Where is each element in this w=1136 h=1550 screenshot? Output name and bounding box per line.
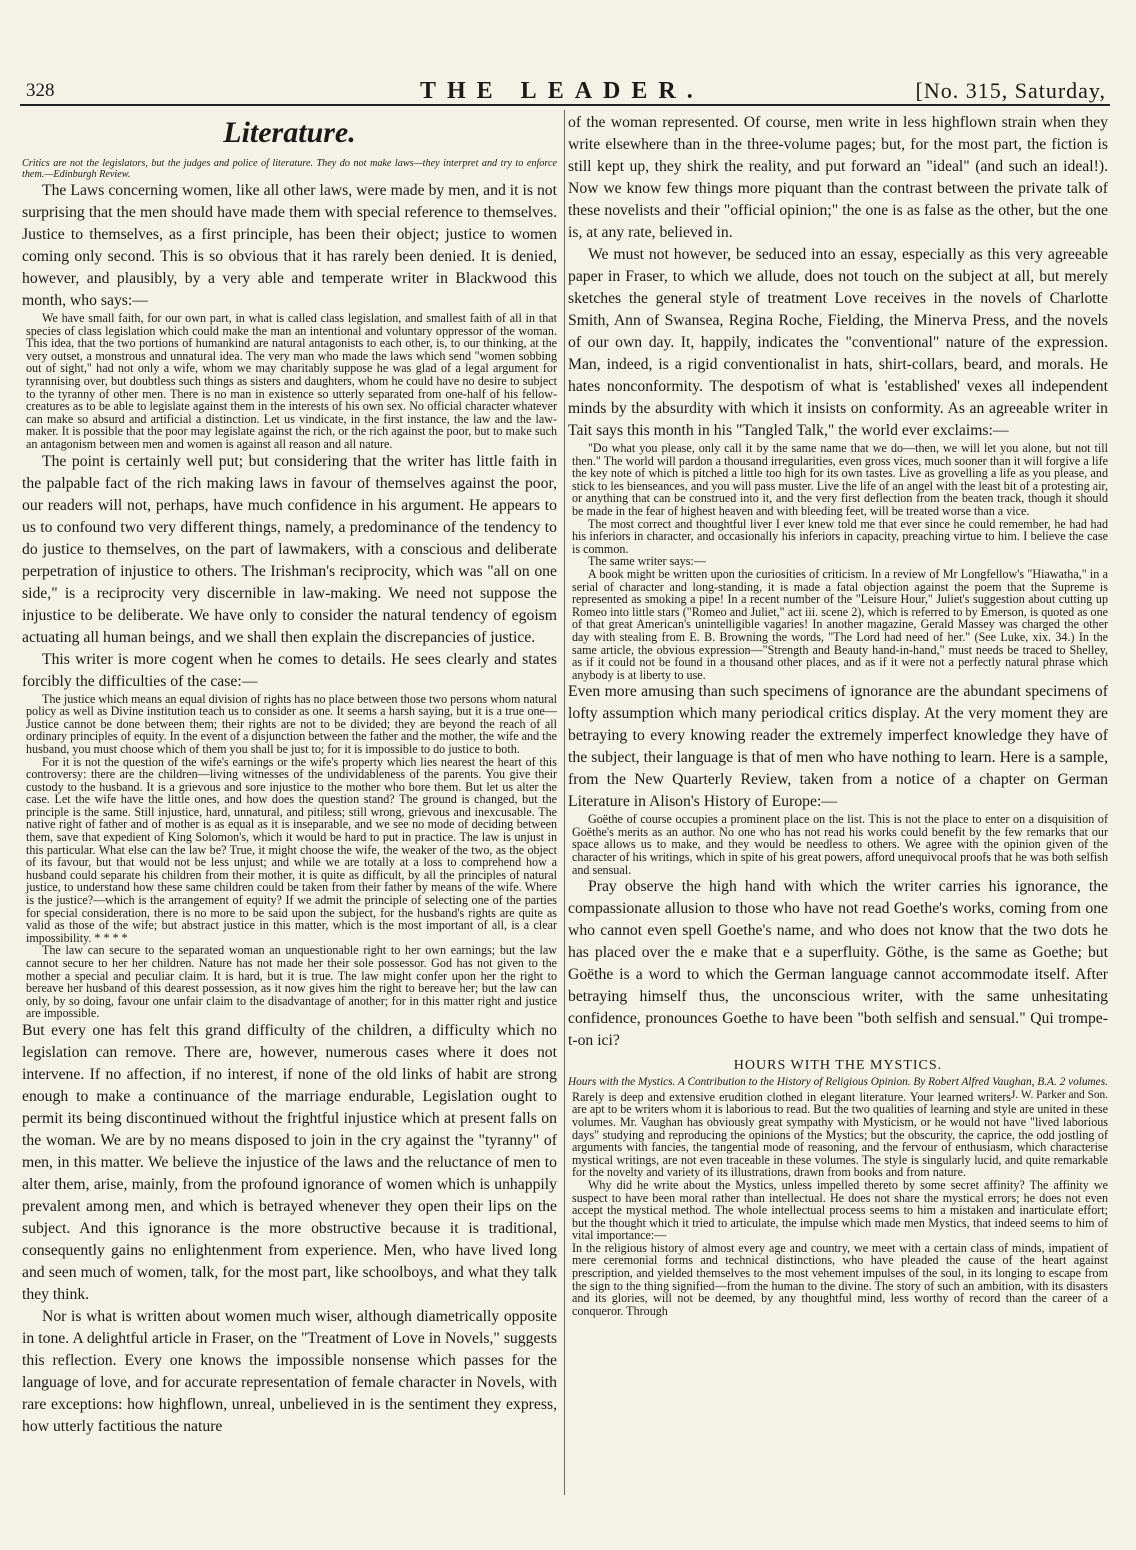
page-header [20, 78, 1106, 104]
paragraph: This writer is more cogent when he comes to details. He sees clearly and states forcibly the difficulties of the case:— [22, 650, 557, 690]
quotation: We have small faith, for our own part, in what is called class legislation, and smallest faith of all in that species of class legislation which could make the man an intentional and voluntary oppressor of the woman. This idea, that the two portions of humankind are natural antagonists to each other, is, to our thinking, at the very outset, a monstrous and unnatural idea. The very man who made the laws which send "women sobbing out of sight," had not only a wife, whom we may charitably suppose he was glad of a legal argument for tyrannising over, but doubtless such things as sisters and daughters, whom he could have no desire to subject to the tyranny of other men. There is no man in existence so utterly separated from one-half of his fellow-creatures as to be able to legislate against them in the interests of his own sex. No official character whatever can make so absurd and artificial a distinction. Let us vindicate, in the first instance, the law and the law-maker. It is possible that the poor may legislate against the rich, or the rich against the poor, but to make such an antagonism between men and women is against all reason and all nature. [26, 311, 557, 451]
paragraph: Pray observe the high hand with which the writer carries his ignorance, the compassionate allusion to those who have not read Goethe's works, coming from one who cannot even spell Goethe's name, and who does not know that the two dots he has placed over the e make that e a superfluity. Göthe, is the same as Goethe; but Goëthe is a word to which the German language cannot accommodate itself. After betraying himself thus, the unconscious writer, with the same unhesitating confidence, pronounces Goethe to have been "both selfish and sensual." Qui trompe-t-on ici? [568, 878, 1108, 1050]
quotation: The law can secure to the separated woman an unquestionable right to her own earnings; but the law cannot secure to her her children. Nature has not made her their sole possessor. God has not given to the mother a special and peculiar claim. It is hard, but it is true. The law might confer upon her the right to bereave her husband of this dearest possession, as it now gives him the right to bereave her; but the law can only, by so doing, favour one unfair claim to the disadvantage of another; for in this matter right and justice are impossible. [26, 943, 557, 1021]
paragraph: Even more amusing than such specimens of ignorance are the abundant specimens of lofty assumption which many periodical critics display. At the very moment they are betraying to every knowing reader the extremely imperfect knowledge they have of the subject, their language is that of men who have nothing to learn. Here is a sample, from the New Quarterly Review, taken from a notice of a chapter on German Literature in Alison's History of Europe:— [568, 683, 1108, 811]
paragraph: Rarely is deep and extensive erudition clothed in elegant literature. Your learned writers are apt to be writers whom it is laborious to read. But the two qualities of learning and style are united in these volumes. Mr. Vaughan has obviously great sympathy with Mysticism, or he would not have "lived laborious days" studying and reproducing the opinions of the Mystics; but the obscurity, the caprice, the odd jostling of arguments with fancies, the tangential mode of reasoning, and the fervour of enthusiasm, which characterise mystical writings, are not even traceable in these volumes. The style is singularly lucid, and quite remarkable for the novelty and variety of its illustrations, drawn from books and from nature. [572, 1089, 1108, 1180]
paragraph: But every one has felt this grand difficulty of the children, a difficulty which no legislation can remove. There are, however, numerous cases where it does not intervene. If no affection, if no interest, if none of the old links of habit are strong enough to make a continuance of the marriage endurable, Legislation ought to permit its being discontinued without the frightful injustice which at present falls on the woman. We are by no means disposed to join in the cry against the "tyranny" of men, in this matter. We believe the injustice of the laws and the reluctance of men to alter them, arise, mainly, from the profound ignorance of women which is unhappily prevalent among men, and which is betrayed whenever they open their lips on the subject. And this ignorance is the more obstructive because it is traditional, consequently gains no enlightenment from experience. Men, who have lived long and seen much of women, talk, for the most part, like schoolboys, and what they talk they think. [22, 1021, 557, 1303]
quotation: Goëthe of course occupies a prominent place on the list. This is not the place to enter on a disquisition of Goëthe's merits as an author. No one who has not read his works could benefit by the few remarks that our space allows us to make, and they would be needless to others. We agree with the opinion given of the character of his writings, which in spite of his great powers, afford unequivocal proofs that he was both selfish and sensual. [572, 812, 1108, 877]
book-citation [568, 1076, 1108, 1101]
book-publisher: J. W. Parker and Son. [1011, 1088, 1108, 1101]
quotation: A book might be written upon the curiosities of criticism. In a review of Mr Longfellow's "Hiawatha," in a serial of character and long-standing, it is made a fatal objection against the poem that the Supreme is represented as smoking a pipe! In a recent number of the "Leisure Hour," Juliet's suggestion about cutting up Romeo into little stars ("Romeo and Juliet," act iii. scene 2), which is referred to by Emerson, is quoted as one of that great American's unintelligible vagaries! In another magazine, Gerald Massey was charged the other day with stealing from E. B. Browning the words, "The Lord had need of her." (See Luke, xix. 34.) In the same article, the obvious expression—"Strength and Beauty hand-in-hand," must needs be traced to Shelley, as if it could not be found in a thousand other places, and as if it were not a perfectly natural phrase which anybody is at liberty to use. [572, 566, 1108, 682]
paragraph: We must not however, be seduced into an essay, especially as this very agreeable paper in Fraser, to which we allude, does not touch on the subject at all, but merely sketches the general style of treatment Love receives in the novels of Charlotte Smith, Ann of Swansea, Regina Roche, Fielding, the Minerva Press, and the novels of our own day. It, happily, indicates the "conventional" nature of the expression. Man, indeed, is a rigid conventionalist in hats, shirt-collars, beard, and morals. He hates nonconformity. The despotism of what is 'established' vexes all independent minds by the absurdity with which it insists on conformity. As an agreeable writer in Tait says this month in his "Tangled Talk," the world ever exclaims:— [568, 246, 1108, 439]
left-column [22, 112, 557, 1497]
paragraph: of the woman represented. Of course, men write in less highflown strain when they write elsewhere than in the three-volume pages; but, for the most part, the fiction is still kept up, they shirk the reality, and put forward an "ideal" (and such an ideal!). Now we know few things more piquant than the contrast between the private talk of these novelists and their "official opinion;" the one is as false as the other, but the one is, at any rate, believed in. [568, 114, 1108, 241]
quotation: For it is not the question of the wife's earnings or the wife's property which lies nearest the heart of this controversy: there are the children—living witnesses of the undividableness of the parents. You give their custody to the husband. It is a grievous and sore injustice to the mother who bore them. But let us alter the case. Let the wife have the little ones, and how does the question stand? The ground is changed, but the principle is the same. Still injustice, hard, unnatural, and pitiless; still wrong, grievous and inexcusable. The native right of father and of mother is as equal as it is inseparable, and we see no mode of deciding between them, save that expedient of King Solomon's, which it would be hard to put in practice. The law is unjust in this particular. What else can the law be? True, it might choose the wife, the weaker of the two, as the object of its favour, but that would not be less unjust; and while we are totally at a loss to comprehend how a husband could separate his children from their mother, it is quite as difficult, by all the principles of natural justice, to understand how these same children could be taken from their father by means of the wife. Where is the justice?—which is the arrangement of equity? If we admit the principle of selecting one of the parties for special consideration, there is no more to be said upon the subject, for the husband's rights are quite as valid as those of the wife; but abstract justice in this matter, which is the most important of all, is a clear impossibility. * * * * [26, 754, 557, 945]
paragraph: The Laws concerning women, like all other laws, were made by men, and it is not surprising that the men should have made them with special reference to themselves. Justice to themselves, as a first principle, has been their object; justice to women coming only second. This is so obvious that it has rarely been denied. It is denied, however, and plausibly, by a very able and temperate writer in Blackwood this month, who says:— [22, 182, 557, 309]
quotation: In the religious history of almost every age and country, we meet with a certain class of minds, impatient of mere ceremonial forms and technical distinctions, who have pleaded the cause of the heart against prescription, and yielded themselves to the most vehement impulses of the soul, in its longing to escape from the sign to the thing signified—from the human to the divine. The story of such an ambition, with its disasters and its glories, will not be deemed, by any thoughtful mind, less worthy of record than the career of a conqueror. Through [572, 1240, 1108, 1318]
paragraph: Nor is what is written about women much wiser, although diametrically opposite in tone. A delightful article in Fraser, on the "Treatment of Love in Novels," suggests this reflection. Every one knows the impossible nonsense which passes for the language of love, and for accurate representation of female character in Novels, with rare exceptions: how highflown, unreal, unbelieved in is the sentiment they express, how utterly factitious the nature [22, 1307, 557, 1435]
paragraph: The point is certainly well put; but considering that the writer has little faith in the palpable fact of the rich making laws in favour of themselves against the poor, our readers will not, perhaps, have much confidence in his argument. He appears to us to confound two very different things, namely, a predominance of the tendency to do justice to themselves, on the part of lawmakers, with a conscious and deliberate perpetration of injustice to others. The Irishman's reciprocity, which was "all on one side," is a reciprocity very discernible in law-making. We need not suppose the injustice to be deliberate. We have only to consider the natural tendency of egoism actuating all human beings, and we shall then explain the discrepancies of justice. [22, 452, 557, 646]
masthead: THE LEADER. [420, 78, 704, 104]
section-title: Literature. [223, 116, 356, 149]
quotation: "Do what you please, only call it by the same name that we do—then, we will let you alone, but not till then." The world will pardon a thousand irregularities, even gross vices, much sooner than it will forgive a life the key note of which is pitched a little too high for its own tastes. Live as grovelling a life as you please, and stick to les bienseances, and you will pass muster. Live the life of an angel with the least bit of a protesting air, or anything that can be construed into it, and the very first deflection from the beaten track, though it should be made in the fear of highest heaven and with bleeding feet, will be treated worse than a vice. [572, 441, 1108, 518]
quotation: The justice which means an equal division of rights has no place between those two persons whom natural policy as well as Divine institution teach us to consider as one. It seems a harsh saying, but it is a true one—Justice cannot be done between them; their rights are not to be divided; they are beyond the reach of all ordinary principles of equity. In the event of a disjunction between the father and the mother, the wife and the husband, you must choose which of them you shall be just to; for it is impossible to do justice to both. [26, 691, 557, 756]
header-rule [20, 104, 1110, 106]
paragraph: Why did he write about the Mystics, unless impelled thereto by some secret affinity? The affinity we suspect to have been moral rather than intellectual. He does not share the mystical errors; he does not even accept the mystical method. The whole intellectual process seems to him a mistaken and inarticulate effort; but the thought which it tried to articulate, the impulse which made men Mystics, that indeed seems to him of vital importance:— [572, 1177, 1108, 1243]
column-divider [564, 110, 565, 1495]
quotation: The same writer says:— [588, 554, 706, 569]
issue-label: [No. 315, Saturday, [915, 78, 1106, 103]
review-heading: HOURS WITH THE MYSTICS. [733, 1058, 943, 1074]
quotation: The most correct and thoughtful liver I ever knew told me that ever since he could remember, he had had his inferiors in character, and occasionally his inferiors in capacity, preaching virtue to him. I believe the case is common. [572, 516, 1108, 556]
page-number: 328 [26, 80, 55, 101]
book-title: Hours with the Mystics. A Contribution to the History of Religious Opinion. By Robert Alfred Vaughan, B.A. 2 volumes. [568, 1076, 1108, 1089]
motto: Critics are not the legislators, but the judges and police of literature. They do not make laws—they interpret and try to enforce them.—Edinburgh Review. [22, 158, 557, 180]
right-column [568, 112, 1108, 1497]
